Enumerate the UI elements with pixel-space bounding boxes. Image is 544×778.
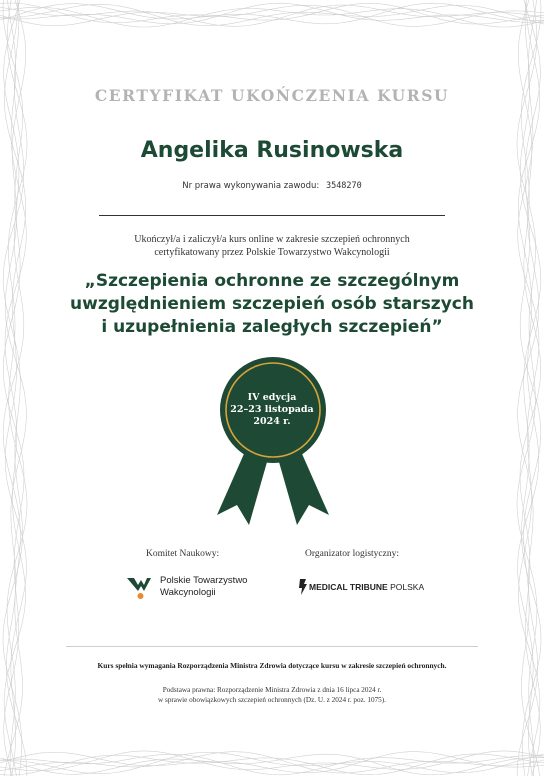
organizer-label: Organizator logistyczny:	[305, 549, 400, 559]
committee-label: Komitet Naukowy:	[146, 549, 220, 559]
license-number: 3548270	[325, 181, 362, 191]
recipient-name: Angelika Rusinowska	[140, 138, 404, 163]
completion-statement	[90, 233, 454, 259]
license-label: Nr prawa wykonywania zawodu:	[182, 181, 320, 191]
rosette-year: 2024 r.	[253, 416, 291, 427]
completion-line: Ukończył/a i zaliczył/a kurs online w zakresie szczepień ochronnych	[134, 234, 410, 245]
medical-tribune-logo-icon	[298, 578, 308, 596]
legal-line: Podstawa prawna: Rozporządzenie Ministra Zdrowia z dnia 16 lipca 2024 r.	[162, 686, 382, 694]
rosette-badge-icon	[205, 355, 341, 525]
license-line	[0, 181, 544, 191]
medical-tribune-logo	[298, 578, 438, 598]
completion-line: certyfikatowany przez Polskie Towarzystwo Wakcynologii	[154, 247, 390, 258]
ptw-logo-name: Polskie Towarzystwo Wakcynologii	[160, 575, 248, 598]
course-title-line: uwzględnieniem szczepień osób starszych	[70, 294, 474, 314]
course-title	[40, 270, 504, 339]
rosette-edition: IV edycja	[247, 392, 297, 403]
ptw-logo-icon	[127, 576, 151, 600]
medical-tribune-name: MEDICAL TRIBUNE POLSKA	[309, 582, 425, 592]
certificate-title: CERTYFIKAT UKOŃCZENIA KURSU	[94, 86, 450, 105]
legal-basis	[60, 685, 484, 705]
rosette-text	[222, 392, 322, 428]
ptw-logo	[127, 574, 267, 604]
requirements-statement: Kurs spełnia wymagania Rozporządzenia Ministra Zdrowia dotyczące kursu w zakresie szczepień ochronnych.	[97, 661, 447, 670]
legal-line: w sprawie obowiązkowych szczepień ochronnych (Dz. U. z 2024 r. poz. 1075).	[158, 696, 386, 704]
footer-divider	[66, 646, 478, 647]
course-title-line: i uzupełnienia zaległych szczepień”	[101, 317, 443, 337]
name-divider	[99, 215, 445, 216]
course-title-line: „Szczepienia ochronne ze szczególnym	[84, 271, 460, 291]
rosette-dates: 22–23 listopada	[230, 404, 314, 415]
